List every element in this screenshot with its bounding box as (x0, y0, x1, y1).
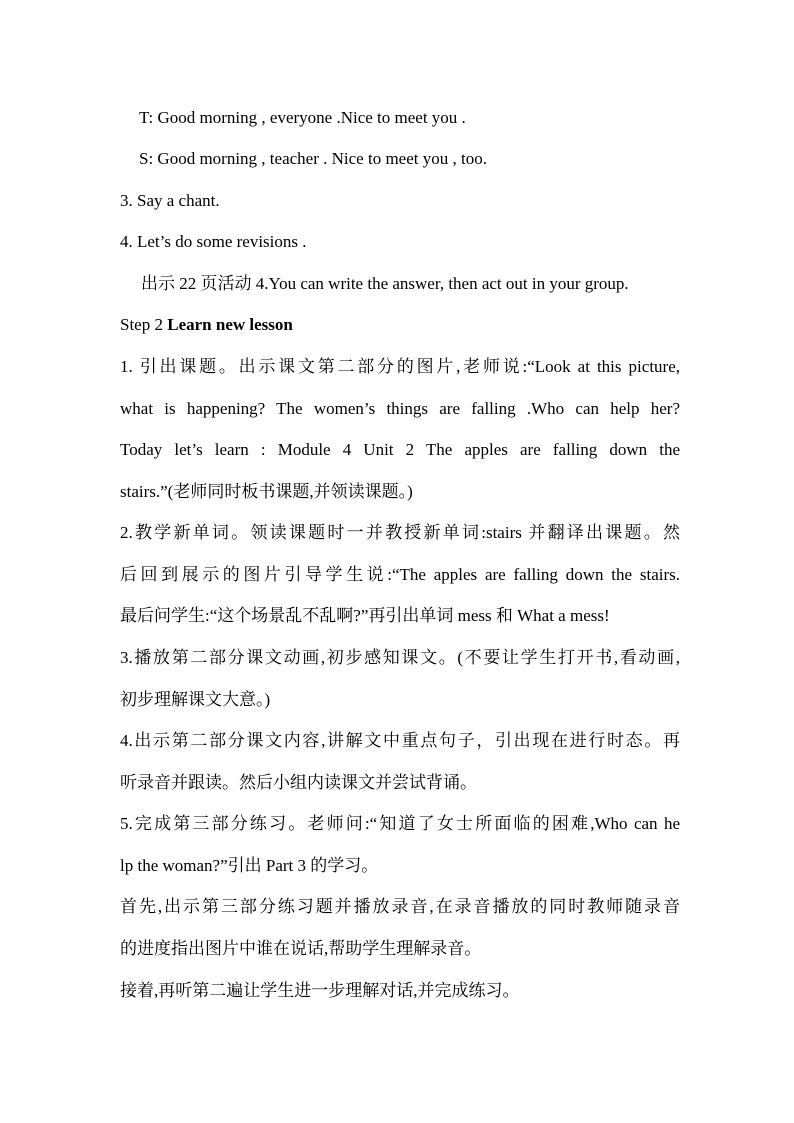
paragraph-line: stairs.”(老师同时板书课题,并领读课题。) (120, 482, 413, 501)
paragraph-line: 后回到展示的图片引导学生说:“The apples are falling down the stairs. (120, 565, 680, 584)
activity-instruction: 出示 22 页活动 4.You can write the answer, then act out in your group. (141, 274, 629, 293)
paragraph-line: lp the woman?”引出 Part 3 的学习。 (120, 856, 379, 875)
paragraph-line: 接着,再听第二遍让学生进一步理解对话,并完成练习。 (120, 981, 520, 1000)
paragraph-line: what is happening? The women’s things are falling .Who can help her? (120, 399, 680, 418)
section-heading (120, 314, 680, 336)
paragraph-line: 初步理解课文大意。) (120, 690, 271, 709)
paragraph-line: 5.完成第三部分练习。老师问:“知道了女士所面临的困难,Who can he (120, 814, 680, 833)
dialogue-line-students: S: Good morning , teacher . Nice to meet you , too. (139, 149, 487, 168)
dialogue-line-teacher: T: Good morning , everyone .Nice to meet you . (139, 108, 466, 127)
section-heading-prefix: Step 2 (120, 315, 168, 334)
paragraph-line: 4.出示第二部分课文内容,讲解文中重点句子，引出现在进行时态。再 (120, 731, 680, 750)
paragraph-line: 3.播放第二部分课文动画,初步感知课文。(不要让学生打开书,看动画, (120, 648, 680, 667)
paragraph-line: 最后问学生:“这个场景乱不乱啊?”再引出单词 mess 和 What a mess! (120, 606, 610, 625)
paragraph-line: 1. 引出课题。出示课文第二部分的图片,老师说:“Look at this picture, (120, 357, 680, 376)
paragraph-line: 听录音并跟读。然后小组内读课文并尝试背诵。 (120, 773, 477, 792)
paragraph-line: Today let’s learn : Module 4 Unit 2 The apples are falling down the (120, 440, 680, 459)
paragraph-line: 的进度指出图片中谁在说话,帮助学生理解录音。 (120, 939, 482, 958)
step-item-revisions: 4. Let’s do some revisions . (120, 232, 307, 251)
paragraph-line: 首先,出示第三部分练习题并播放录音,在录音播放的同时教师随录音 (120, 897, 680, 916)
paragraph-line: 2.教学新单词。领读课题时一并教授新单词:stairs 并翻译出课题。然 (120, 523, 680, 542)
step-item-chant: 3. Say a chant. (120, 191, 220, 210)
section-heading-title: Learn new lesson (167, 315, 293, 334)
